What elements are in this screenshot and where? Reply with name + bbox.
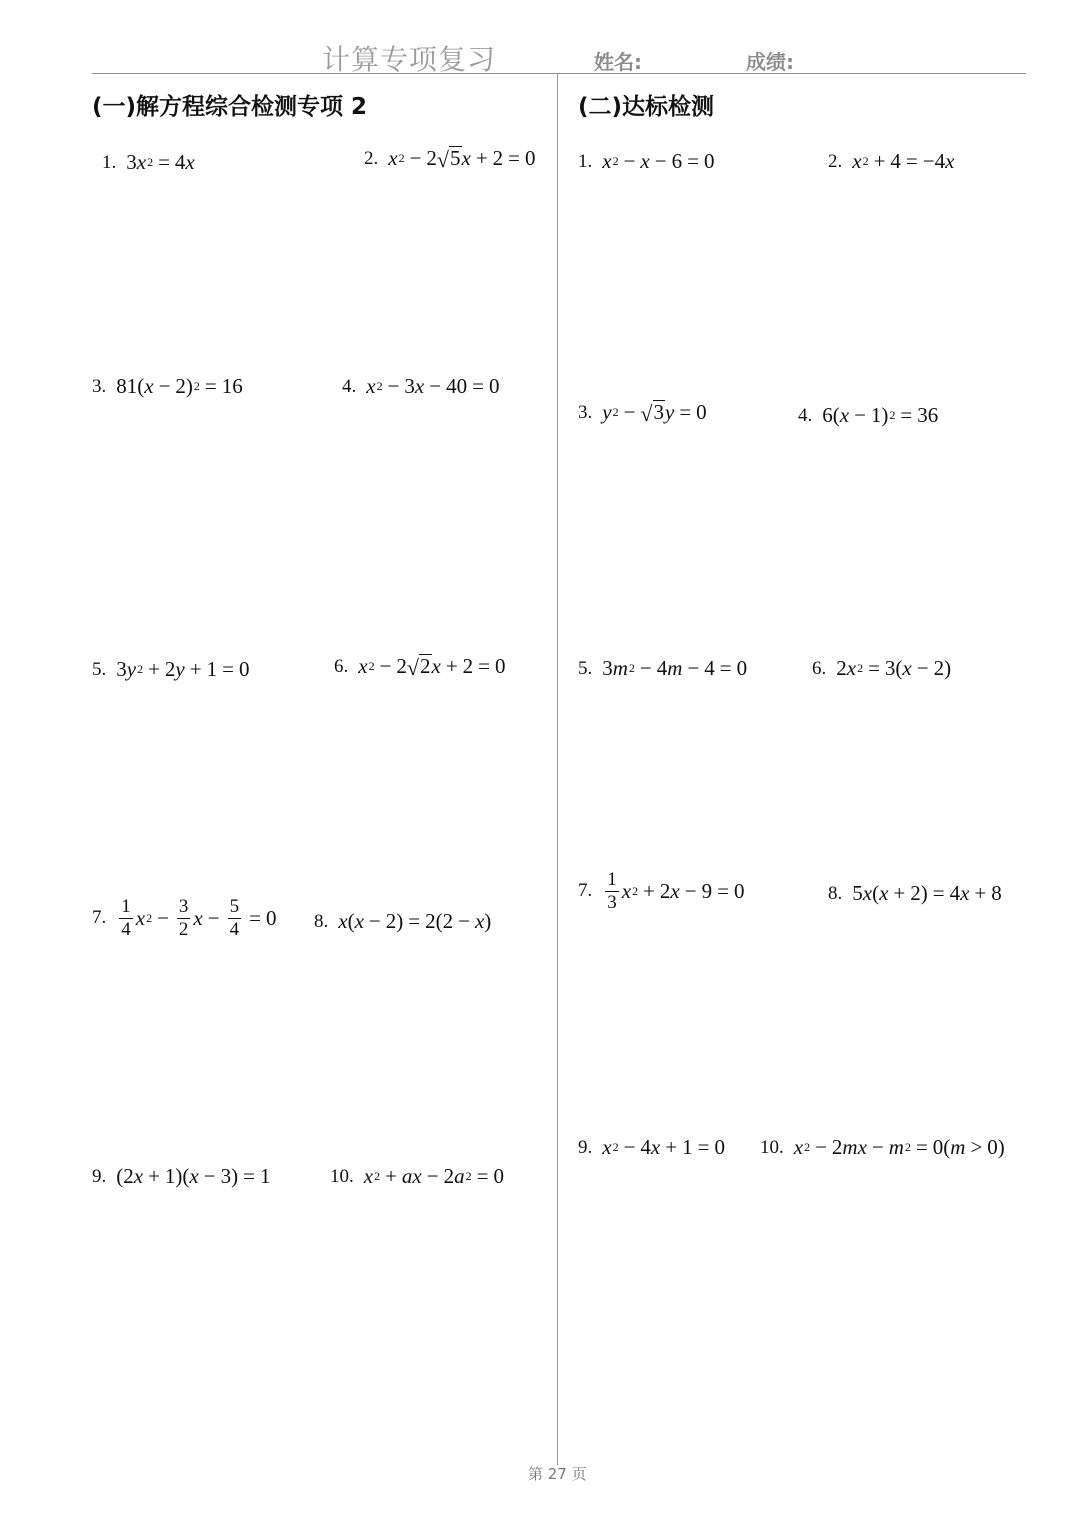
fraction: $\frac{3}{2}$ (178, 896, 189, 940)
right-problem-7 (578, 870, 744, 913)
problem-number: 4. (798, 404, 813, 426)
problem-number: 6. (812, 657, 827, 679)
problem-number: 4. (342, 375, 357, 397)
equation: 2 x 2 = 3( x − 2) (836, 656, 952, 680)
fraction: $\frac{1}{4}$ (121, 896, 131, 940)
left-problem-4 (342, 374, 499, 399)
problem-number: 8. (828, 882, 843, 904)
equation: x 2 − 3 x − 40 = 0 (366, 374, 500, 398)
equation: 3 m 2 − 4 m − 4 = 0 (602, 656, 748, 680)
right-problem-6 (812, 656, 951, 681)
problem-number: 1. (102, 151, 117, 173)
name-label: 姓名: (594, 50, 642, 74)
right-problem-1 (578, 149, 714, 174)
equation: x 2 − 2 √ 5 x + 2 = 0 (388, 146, 536, 172)
fraction: $\frac{5}{4}$ (229, 896, 240, 940)
equation: (2 x + 1)( x − 3) = 1 (116, 1164, 271, 1188)
problem-number: 9. (578, 1136, 593, 1158)
left-section-title: (一)解方程综合检测专项 2 (92, 94, 368, 120)
equation: x 2 − x − 6 = 0 (602, 149, 715, 173)
equation: x ( x − 2) = 2(2 − x ) (338, 909, 492, 933)
equation: x 2 − 2 √ 2 x + 2 = 0 (358, 654, 506, 680)
problem-number: 2. (828, 150, 843, 172)
problem-number: 3. (92, 375, 107, 397)
header-rule (92, 73, 1026, 74)
problem-number: 5. (578, 657, 593, 679)
left-problem-10 (330, 1164, 504, 1189)
equation: 81( x − 2) 2 = 16 (116, 374, 243, 398)
equation: x 2 + ax − 2 a 2 = 0 (363, 1164, 504, 1188)
page-number: 第 27 页 (528, 1465, 587, 1483)
fraction: $\frac{1}{3}$ (607, 869, 617, 913)
problem-number: 10. (760, 1136, 784, 1158)
equation: y 2 − √ 3 y = 0 (602, 400, 707, 426)
left-problem-8 (314, 909, 491, 934)
equation: $\frac{1}{4}$ x 2 − $\frac{3}{2}$ x − $\frac{5}{4}$ = 0 (121, 896, 277, 940)
right-section-title: (二)达标检测 (578, 94, 715, 120)
right-problem-8 (828, 881, 1002, 906)
equation: x 2 − 2 mx − m 2 = 0( m > 0) (793, 1135, 1005, 1159)
equation: 3 x 2 = 4 x (126, 150, 195, 174)
right-problem-10 (760, 1135, 1005, 1160)
score-label: 成绩: (746, 50, 794, 74)
right-problem-9 (578, 1135, 725, 1160)
problem-number: 1. (578, 150, 593, 172)
equation: x 2 − 4 x + 1 = 0 (602, 1135, 725, 1159)
left-problem-7 (92, 897, 276, 940)
problem-number: 8. (314, 910, 329, 932)
equation: x 2 + 4 = −4 x (852, 149, 955, 173)
problem-number: 10. (330, 1165, 354, 1187)
problem-number: 9. (92, 1165, 107, 1187)
left-problem-3 (92, 374, 243, 399)
right-problem-3 (578, 400, 707, 425)
worksheet-title: 计算专项复习 (322, 43, 497, 76)
left-problem-6 (334, 654, 506, 679)
equation: 5 x ( x + 2) = 4 x + 8 (852, 881, 1002, 905)
equation: 3 y 2 + 2 y + 1 = 0 (116, 657, 250, 681)
equation: 6( x − 1) 2 = 36 (822, 403, 939, 427)
right-problem-4 (798, 403, 938, 428)
left-problem-9 (92, 1164, 270, 1189)
problem-number: 2. (364, 147, 379, 169)
right-problem-5 (578, 656, 747, 681)
problem-number: 5. (92, 658, 107, 680)
column-divider (557, 73, 558, 1465)
left-problem-2 (364, 146, 536, 171)
problem-number: 6. (334, 655, 349, 677)
problem-number: 7. (92, 907, 107, 929)
right-problem-2 (828, 149, 954, 174)
equation: $\frac{1}{3}$ x 2 + 2 x − 9 = 0 (607, 869, 745, 913)
problem-number: 3. (578, 401, 593, 423)
problem-number: 7. (578, 880, 593, 902)
left-problem-5 (92, 657, 249, 682)
left-problem-1 (102, 150, 195, 175)
